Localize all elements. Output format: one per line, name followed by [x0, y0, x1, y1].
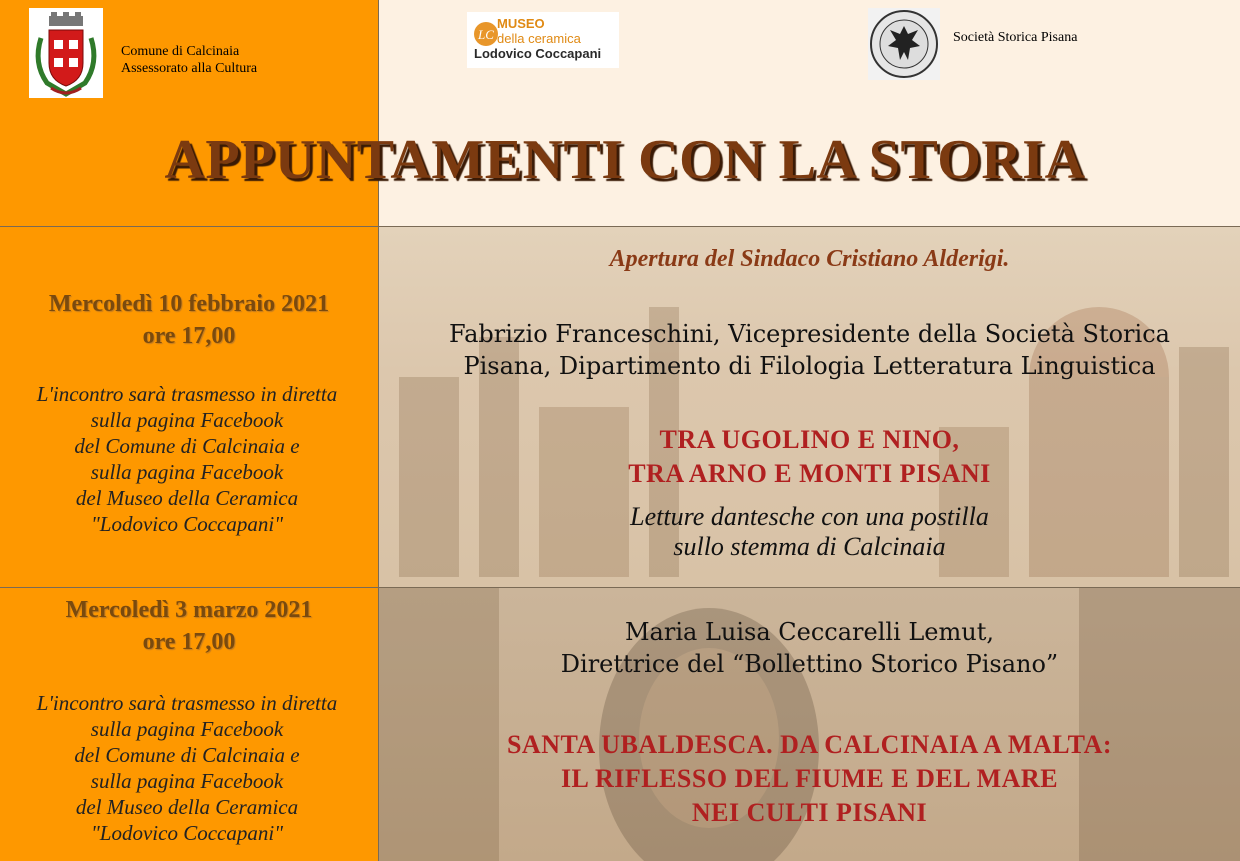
- event1-talk-subtitle: [379, 502, 1240, 562]
- event2-time: ore 17,00: [142, 629, 236, 655]
- event1-talk-title-line: TRA ARNO E MONTI PISANI: [628, 459, 991, 488]
- event2-date: Mercoledì 3 marzo 2021: [65, 597, 313, 623]
- event2-talk-title-line: NEI CULTI PISANI: [691, 798, 928, 827]
- page-title: APPUNTAMENTI CON LA STORIA: [164, 129, 1086, 191]
- museo-subtitle: della ceramica: [497, 31, 581, 46]
- header-divider: [0, 226, 1240, 227]
- comune-caption: [121, 43, 257, 77]
- event1-broadcast: [0, 381, 374, 537]
- event1-talk-title-line: TRA UGOLINO E NINO,: [659, 425, 960, 454]
- event1-broadcast-line: sulla pagina Facebook: [90, 460, 284, 484]
- event1-date: Mercoledì 10 febbraio 2021: [48, 291, 330, 317]
- assessorato-name: Assessorato alla Cultura: [121, 61, 258, 76]
- event1-broadcast-line: sulla pagina Facebook: [90, 408, 284, 432]
- museo-name: Lodovico Coccapani: [474, 46, 602, 61]
- event1-speaker-line: Fabrizio Franceschini, Vicepresidente della Società Storica: [449, 320, 1170, 348]
- crest-icon: [29, 8, 103, 98]
- event1-broadcast-line: "Lodovico Coccapani": [90, 512, 284, 536]
- event1-broadcast-line: del Comune di Calcinaia e: [74, 434, 300, 458]
- event2-talk-title: [379, 728, 1240, 830]
- event2-broadcast-line: sulla pagina Facebook: [90, 717, 284, 741]
- event2-broadcast-line: sulla pagina Facebook: [90, 769, 284, 793]
- event1-talk-subtitle-line: sullo stemma di Calcinaia: [673, 532, 946, 561]
- event1-speaker: [379, 318, 1240, 382]
- event2-speaker-line: Direttrice del “Bollettino Storico Pisano”: [560, 650, 1059, 678]
- event1-talk-title: [379, 423, 1240, 491]
- event2-broadcast-line: "Lodovico Coccapani": [90, 821, 284, 845]
- societa-name: Società Storica Pisana: [953, 30, 1078, 45]
- event2-talk-title-line: SANTA UBALDESCA. DA CALCINAIA A MALTA:: [506, 730, 1113, 759]
- museo-monogram: LC: [478, 27, 494, 42]
- event-divider: [0, 587, 1240, 588]
- event2-broadcast-line: del Comune di Calcinaia e: [74, 743, 300, 767]
- museo-title: MUSEO: [497, 16, 545, 31]
- event1-broadcast-line: del Museo della Ceramica: [75, 486, 299, 510]
- event1-broadcast-line: L'incontro sarà trasmesso in diretta: [36, 382, 338, 406]
- event2-speaker: [379, 616, 1240, 680]
- societa-seal-icon: [868, 8, 940, 80]
- event2-broadcast-line: L'incontro sarà trasmesso in diretta: [36, 691, 338, 715]
- event2-broadcast: [0, 690, 374, 846]
- comune-name: Comune di Calcinaia: [121, 44, 240, 59]
- event1-speaker-line: Pisana, Dipartimento di Filologia Letteratura Linguistica: [463, 352, 1156, 380]
- comune-crest-logo: [29, 8, 103, 98]
- event2-talk-title-line: IL RIFLESSO DEL FIUME E DEL MARE: [560, 764, 1059, 793]
- event2-speaker-line: Maria Luisa Ceccarelli Lemut,: [624, 618, 994, 646]
- event1-time: ore 17,00: [142, 323, 236, 349]
- event1-opening: Apertura del Sindaco Cristiano Alderigi.: [609, 246, 1010, 272]
- event1-talk-subtitle-line: Letture dantesche con una postilla: [630, 502, 989, 531]
- event2-broadcast-line: del Museo della Ceramica: [75, 795, 299, 819]
